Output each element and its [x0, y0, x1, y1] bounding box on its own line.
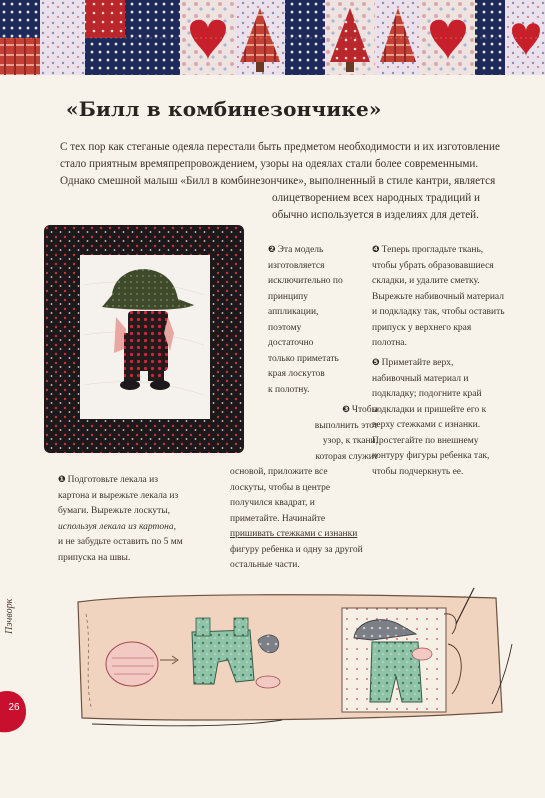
- page-number: 26: [8, 702, 20, 713]
- step-3-line: пришивать стежками с изнанки: [230, 529, 358, 539]
- step-3-line: ❸ Чтобы: [342, 405, 378, 415]
- intro-line: олицетворением всех народных традиций и: [272, 192, 480, 204]
- step-2-line: к полотну.: [268, 384, 310, 395]
- quilt-patchwork-image: [0, 0, 545, 75]
- step-3-line: лоскуты, чтобы в центре: [230, 482, 331, 493]
- step-5-line: подкладки и пришейте его к: [372, 404, 487, 415]
- step-2-line: принципу: [268, 291, 309, 302]
- step-2-line: изготовляется: [268, 260, 325, 271]
- step-1-line: картона и вырежьте лекала из: [58, 490, 179, 501]
- step-1-line: бумаги. Вырежьте лоскуты,: [58, 506, 171, 516]
- step-3-line: остальные части.: [230, 560, 300, 570]
- step-3-line: выполнить этот: [314, 420, 378, 431]
- intro-line: Однако смешной малыш «Билл в комбинезончике», выполненный в стиле кантри, является: [60, 175, 496, 187]
- step-3-continued: [230, 465, 380, 574]
- step-3-line: узор, к ткани,: [322, 436, 378, 446]
- step-4-line: чтобы убрать образовавшиеся: [372, 260, 494, 271]
- step-4-line: складки, и удалите сметку.: [372, 276, 480, 286]
- step-4-line: полотна.: [372, 338, 407, 348]
- step-3-number: ❸: [342, 405, 350, 415]
- quilt-photo: [44, 225, 244, 453]
- step-4-line: ❹ Теперь прогладьте ткань,: [372, 245, 484, 255]
- sewing-illustration: [72, 584, 522, 734]
- step-1-line: используя лекала из картона,: [58, 521, 176, 532]
- step-3: [258, 403, 378, 465]
- page-title: «Билл в комбинезончике»: [66, 97, 382, 121]
- step-2-line: достаточно: [268, 338, 314, 348]
- step-2-line: поэтому: [268, 322, 302, 333]
- step-2-number: ❷: [268, 245, 276, 255]
- step-2-line: исключительно по: [268, 276, 343, 286]
- step-5-line: верху стежками с изнанки.: [372, 420, 481, 430]
- step-3-line: фигуру ребенка и одну за другой: [230, 544, 363, 555]
- intro-line: С тех пор как стеганые одеяла перестали быть предметом необходимости и их изготовление: [60, 141, 500, 153]
- step-2-line: края лоскутов: [268, 369, 325, 379]
- step-4-line: припуск у верхнего края: [372, 322, 472, 333]
- step-4-number: ❹: [372, 245, 380, 255]
- step-2: [268, 243, 378, 398]
- intro-line: обычно используется в изделиях для детей.: [272, 209, 479, 221]
- step-1-line: ❶ Подготовьте лекала из: [58, 475, 158, 485]
- step-2-line: аппликации,: [268, 307, 319, 317]
- step-2-line: только приметать: [268, 353, 339, 364]
- step-5-line: ❺ Приметайте верх,: [372, 358, 454, 368]
- step-5-line: Простегайте по внешнему: [372, 435, 479, 446]
- step-3-line: приметайте. Начинайте: [230, 513, 326, 524]
- step-5-line: подкладку; подогните край: [372, 389, 482, 399]
- step-5-line: набивочный материал и: [372, 373, 469, 384]
- step-3-line: получился квадрат, и: [230, 498, 315, 508]
- intro-paragraph: [60, 139, 520, 224]
- step-4-line: Вырежьте набивочный материал: [372, 291, 504, 302]
- step-5-line: контуру фигуры ребенка так,: [372, 451, 490, 461]
- section-label: Пэчворк: [4, 598, 15, 634]
- step-5: [372, 356, 522, 480]
- step-5-line: чтобы подчеркнуть ее.: [372, 466, 464, 477]
- step-1-line: и не забудьте оставить по 5 мм: [58, 537, 183, 547]
- step-3-line: которая служит: [315, 451, 378, 462]
- step-3-line: основой, приложите все: [230, 467, 328, 477]
- quilt-header-band: [0, 0, 545, 75]
- step-5-number: ❺: [372, 358, 380, 368]
- step-1: [58, 473, 208, 566]
- step-4-line: и подкладку так, чтобы оставить: [372, 307, 505, 317]
- intro-line: стало приятным времяпрепровождением, узоры на одеялах стали более современными.: [60, 158, 479, 170]
- step-4: [372, 243, 522, 352]
- step-1-number: ❶: [58, 475, 66, 485]
- step-2-line: ❷ Эта модель: [268, 245, 324, 255]
- step-1-line: припуска на швы.: [58, 552, 131, 563]
